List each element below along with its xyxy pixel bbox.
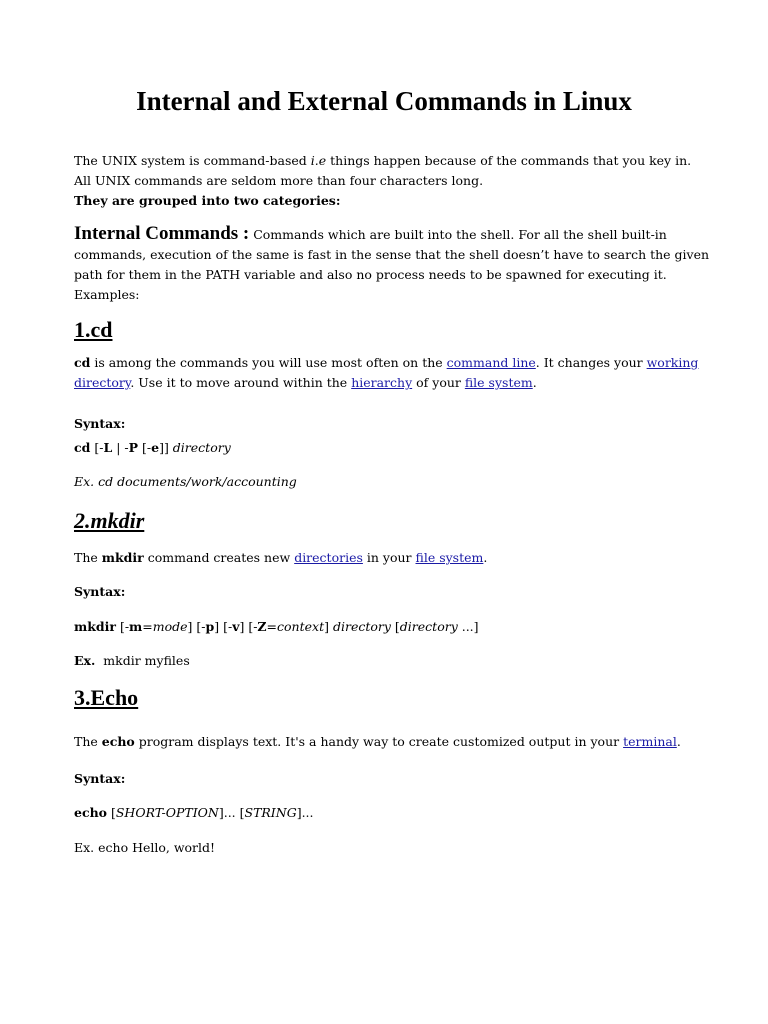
echo-cmd: echo	[101, 734, 135, 749]
syntax-punct: ...]	[457, 619, 479, 634]
syntax-punct: =	[266, 619, 278, 634]
cd-heading: 1.cd	[74, 317, 113, 342]
syntax-punct: [-	[115, 619, 130, 634]
cd-syntax-label: Syntax:	[74, 416, 126, 431]
echo-desc-text: The	[74, 734, 102, 749]
mkdir-heading: 2.mkdir	[74, 508, 145, 533]
syntax-punct: ] [-	[214, 619, 233, 634]
syntax-option: m	[129, 619, 143, 634]
mkdir-syntax-cmd: mkdir	[74, 619, 116, 634]
link-hierarchy[interactable]: hierarchy	[351, 375, 413, 390]
syntax-option: p	[205, 619, 215, 634]
syntax-argument: context	[277, 619, 325, 634]
syntax-option: P	[128, 440, 139, 455]
syntax-argument: mode	[152, 619, 188, 634]
echo-example: Ex. echo Hello, world!	[74, 840, 216, 855]
echo-desc-text-3: .	[676, 734, 681, 749]
intro-text: The UNIX system is command-based	[74, 153, 311, 168]
cd-cmd: cd	[74, 355, 91, 370]
internal-commands-line-2: commands, execution of the same is fast in the sense that the shell doesn’t have to search the given	[74, 247, 710, 262]
intro-text-2: things happen because of the commands that you key in.	[326, 153, 692, 168]
syntax-argument: STRING	[244, 805, 297, 820]
link-command-line[interactable]: command line	[446, 355, 536, 370]
link-file-system-2[interactable]: file system	[415, 550, 484, 565]
mkdir-desc-text-2: command creates new	[143, 550, 295, 565]
syntax-option: e	[151, 440, 160, 455]
cd-syntax	[74, 438, 694, 458]
link-working-directory-2[interactable]: directory	[74, 375, 131, 390]
echo-desc-text-2: program displays text. It's a handy way to create customized output in your	[134, 734, 624, 749]
internal-commands-line-1	[74, 221, 694, 248]
intro-line-2: All UNIX commands are seldom more than four characters long.	[74, 173, 484, 188]
syntax-punct: [-	[138, 440, 152, 455]
syntax-punct: ]...	[296, 805, 314, 820]
cd-description-line-1	[74, 353, 699, 373]
mkdir-example-text: mkdir myfiles	[95, 653, 190, 668]
syntax-punct: [	[390, 619, 400, 634]
mkdir-example	[74, 651, 694, 671]
syntax-punct: ]... [	[218, 805, 245, 820]
intro-categories: They are grouped into two categories:	[74, 193, 341, 208]
document-title: Internal and External Commands in Linux	[136, 86, 632, 116]
mkdir-syntax-label: Syntax:	[74, 584, 126, 599]
syntax-option: v	[232, 619, 240, 634]
echo-syntax-label: Syntax:	[74, 771, 126, 786]
syntax-argument: directory	[172, 440, 231, 455]
intro-line-1	[74, 151, 694, 171]
syntax-punct: [-	[90, 440, 104, 455]
cd-description-line-2	[74, 373, 694, 393]
link-working-directory[interactable]: working	[646, 355, 699, 370]
cd-desc-text: is among the commands you will use most often on the	[90, 355, 447, 370]
echo-description	[74, 732, 694, 752]
mkdir-description	[74, 548, 694, 568]
syntax-punct: =	[142, 619, 153, 634]
mkdir-desc-text: The	[74, 550, 102, 565]
echo-syntax	[74, 803, 694, 823]
echo-syntax-cmd: echo	[74, 805, 107, 820]
syntax-option: Z	[257, 619, 267, 634]
link-terminal[interactable]: terminal	[623, 734, 677, 749]
intro-ie: i.e	[310, 153, 327, 168]
cd-syntax-cmd: cd	[74, 440, 91, 455]
syntax-argument: directory	[399, 619, 458, 634]
syntax-punct: [	[107, 805, 116, 820]
internal-text-1: Commands which are built into the shell. For all the shell built-in	[249, 227, 667, 242]
link-file-system[interactable]: file system	[464, 375, 533, 390]
syntax-punct: ]]	[159, 440, 173, 455]
echo-heading: 3.Echo	[74, 685, 139, 710]
mkdir-example-label: Ex.	[74, 653, 96, 668]
cd-desc-text-5: .	[532, 375, 537, 390]
mkdir-syntax	[74, 617, 694, 637]
internal-commands-line-4: Examples:	[74, 287, 140, 302]
mkdir-desc-text-4: .	[483, 550, 488, 565]
syntax-punct: ]	[324, 619, 333, 634]
syntax-punct: ] [-	[239, 619, 258, 634]
cd-example: Ex. cd documents/work/accounting	[74, 474, 297, 489]
cd-desc-text-4: of your	[412, 375, 465, 390]
syntax-punct: | -	[112, 440, 129, 455]
syntax-punct: ] [-	[187, 619, 206, 634]
cd-desc-text-2: . It changes your	[535, 355, 647, 370]
internal-commands-line-3: path for them in the PATH variable and also no process needs to be spawned for executing it.	[74, 267, 667, 282]
mkdir-cmd: mkdir	[101, 550, 144, 565]
syntax-argument: directory	[332, 619, 391, 634]
syntax-option: L	[103, 440, 113, 455]
internal-commands-heading: Internal Commands :	[74, 223, 250, 244]
link-directories[interactable]: directories	[294, 550, 363, 565]
cd-desc-text-3: . Use it to move around within the	[130, 375, 352, 390]
mkdir-desc-text-3: in your	[362, 550, 416, 565]
syntax-argument: SHORT-OPTION	[115, 805, 219, 820]
